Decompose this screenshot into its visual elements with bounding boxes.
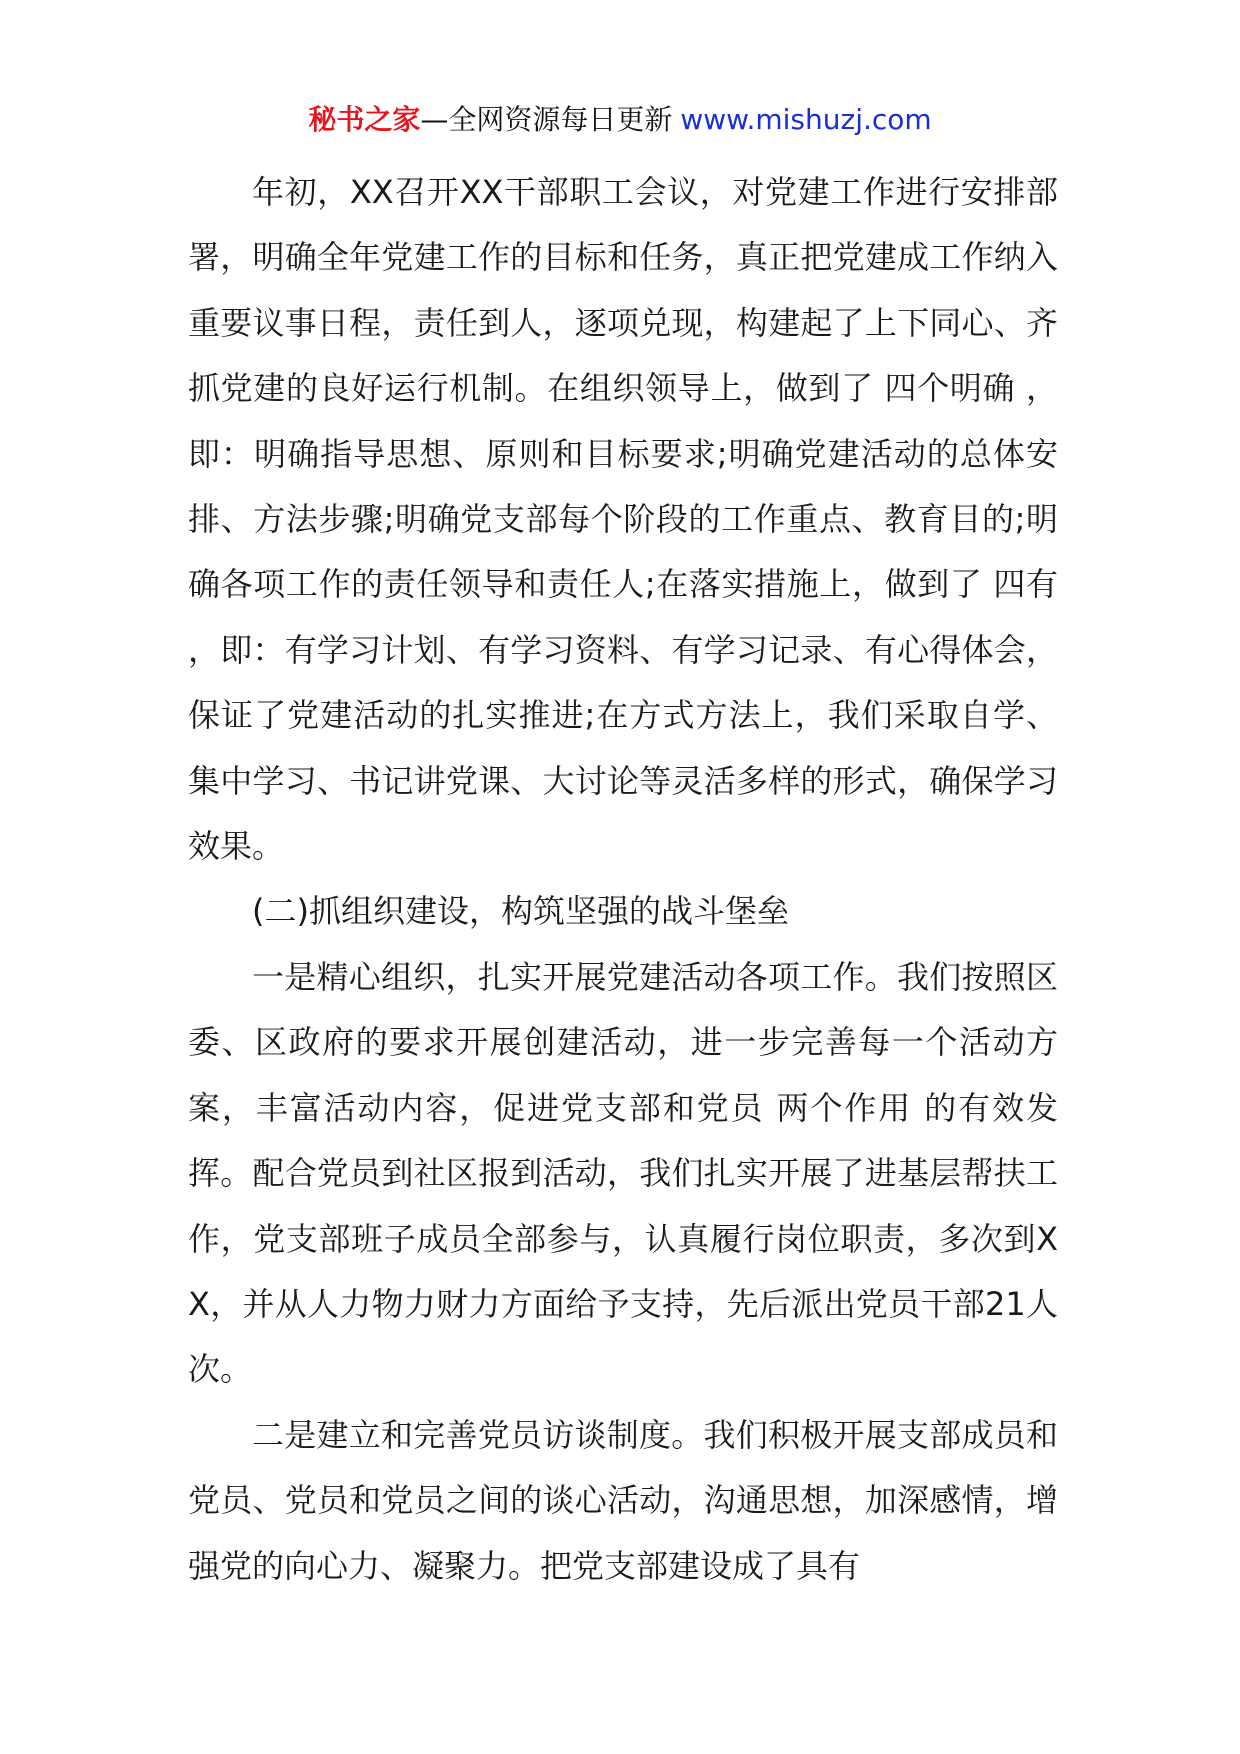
website-link[interactable]: www.mishuzj.com <box>680 103 932 136</box>
brand-name: 秘书之家 <box>308 103 421 136</box>
paragraph-interview-system: 二是建立和完善党员访谈制度。我们积极开展支部成员和党员、党员和党员之间的谈心活动，沟通思想，加深感情，增强党的向心力、凝聚力。把党支部建设成了具有 <box>188 1415 1058 1585</box>
page-header <box>0 100 1240 140</box>
header-tagline: —全网资源每日更新 <box>420 103 673 136</box>
section-heading: (二)抓组织建设，构筑坚强的战斗堡垒 <box>252 892 789 931</box>
paragraph-intro: 年初，XX召开XX干部职工会议，对党建工作进行安排部署，明确全年党建工作的目标和任务，真正把党建成工作纳入重要议事日程，责任到人，逐项兑现，构建起了上下同心、齐抓党建的良好运行机制。在组织领导上，做到了 四个明确 ，即：明确指导思想、原则和目标要求;明确党建活动的总体安排、方法步骤;明确党支部每个阶段的工作重点、教育目的;明确各项工作的责任领导和责任人;在落实措施上，做到了 四有 ，即：有学习计划、有学习资料、有学习记录、有心得体会，保证了党建活动的扎实推进;在方式方法上，我们采取自学、集中学习、书记讲党课、大讨论等灵活多样的形式，确保学习效果。 <box>188 173 1058 866</box>
paragraph-organization: 一是精心组织，扎实开展党建活动各项工作。我们按照区委、区政府的要求开展创建活动，进一步完善每一个活动方案，丰富活动内容，促进党支部和党员 两个作用 的有效发挥。配合党员到社区报到活动，我们扎实开展了进基层帮扶工作，党支部班子成员全部参与，认真履行岗位职责，多次到XX，并从人力物力财力方面给予支持，先后派出党员干部21人次。 <box>188 957 1058 1389</box>
document-body <box>188 160 1058 1599</box>
